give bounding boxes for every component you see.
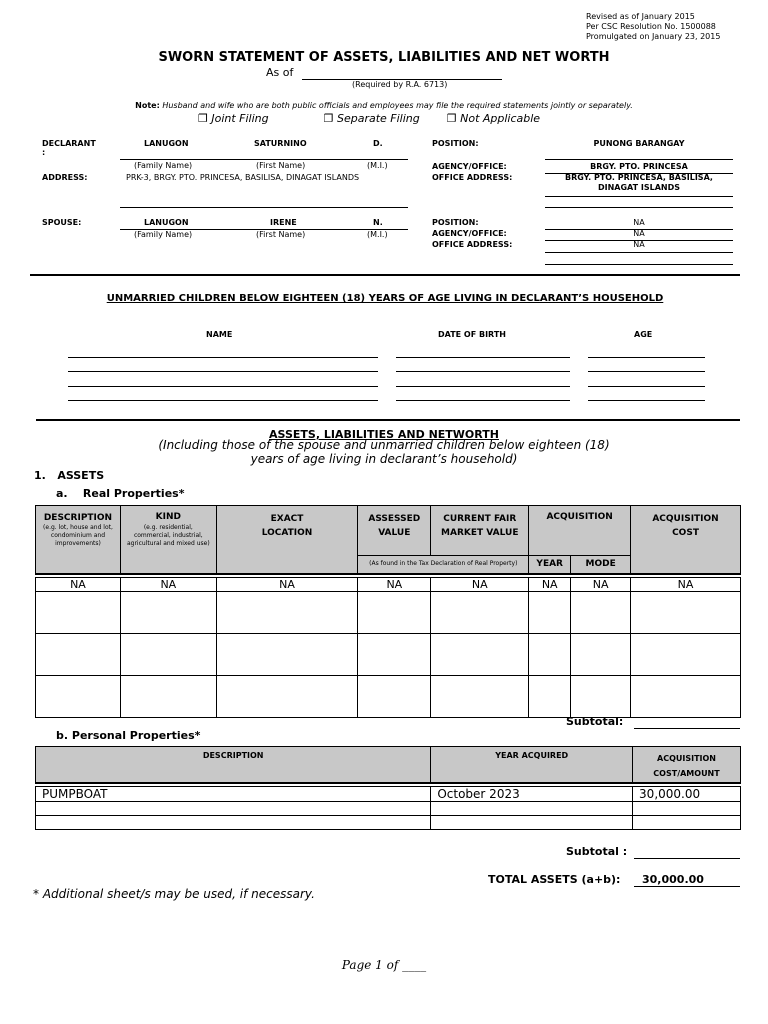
joint-filing-label: Joint Filing [211, 112, 269, 125]
joint-filing-checkbox[interactable]: ❐ [198, 112, 212, 125]
total-assets-label: TOTAL ASSETS (a+b): [488, 873, 621, 886]
table-row [36, 634, 741, 676]
table-cell[interactable] [36, 634, 121, 676]
note-label: Note: [135, 101, 160, 110]
table-cell[interactable] [216, 676, 358, 718]
col-market [431, 506, 529, 556]
spouse-agency-label: AGENCY/OFFICE: [432, 229, 507, 238]
spouse-label: SPOUSE: [42, 218, 82, 227]
assets-label: 1. ASSETS [34, 469, 105, 482]
table-cell[interactable] [120, 676, 216, 718]
table-cell[interactable] [36, 592, 121, 634]
real-properties-label: a. Real Properties* [56, 487, 185, 500]
child-age-line[interactable] [588, 386, 705, 387]
personal-subtotal-line[interactable] [634, 858, 740, 859]
child-dob-line[interactable] [396, 386, 570, 387]
spouse-family-caption: (Family Name) [134, 230, 193, 239]
col-assessed [358, 506, 431, 556]
table-cell[interactable] [431, 816, 633, 830]
spouse-first-caption: (First Name) [256, 230, 306, 239]
spouse-mi[interactable]: N. [373, 218, 383, 227]
table-row [36, 802, 741, 816]
table-cell[interactable] [431, 634, 529, 676]
personal-subtotal-label: Subtotal : [566, 845, 628, 858]
address-label: ADDRESS: [42, 173, 88, 182]
table-cell[interactable]: NA [216, 578, 358, 592]
col-acquisition [529, 506, 631, 556]
children-col-name: NAME [206, 330, 233, 339]
position-line [545, 159, 733, 160]
declarant-first-name[interactable]: SATURNINO [254, 139, 307, 148]
declarant-position[interactable]: PUNONG BARANGAY [593, 139, 685, 148]
table-cell[interactable] [358, 676, 431, 718]
table-cell[interactable] [36, 816, 431, 830]
child-dob-line[interactable] [396, 371, 570, 372]
assets-subheading: (Including those of the spouse and unmarried children below eighteen (18) years of age living in declarant’s household) [158, 438, 610, 466]
child-dob-line[interactable] [396, 357, 570, 358]
declarant-address[interactable]: PRK-3, BRGY. PTO. PRINCESA, BASILISA, DINAGAT ISLANDS [126, 173, 360, 182]
section-divider [30, 274, 740, 276]
col-year-acquired: YEAR ACQUIRED [431, 747, 633, 783]
filing-options [198, 112, 540, 125]
children-heading: UNMARRIED CHILDREN BELOW EIGHTEEN (18) YEARS OF AGE LIVING IN DECLARANT’S HOUSEHOLD [106, 293, 664, 304]
spouse-office-label: OFFICE ADDRESS: [432, 240, 513, 249]
additional-sheet-note: * Additional sheet/s may be used, if necessary. [33, 887, 315, 901]
tax-declaration-note: (As found in the Tax Declaration of Real Property) [358, 556, 529, 574]
children-col-age: AGE [634, 330, 653, 339]
revision-line: Promulgated on January 23, 2015 [586, 32, 721, 41]
spouse-first-name[interactable]: IRENE [270, 218, 297, 227]
col-description [36, 506, 121, 574]
total-assets-value[interactable]: 30,000.00 [642, 873, 704, 886]
real-properties-table [35, 505, 741, 718]
table-cell[interactable]: NA [431, 578, 529, 592]
revision-info [586, 12, 720, 42]
table-cell[interactable] [529, 592, 571, 634]
child-age-line[interactable] [588, 371, 705, 372]
office-address-label: OFFICE ADDRESS: [432, 173, 513, 182]
declarant-mi[interactable]: D. [373, 139, 383, 148]
spouse-family-name[interactable]: LANUGON [144, 218, 189, 227]
table-cell[interactable] [529, 634, 571, 676]
table-cell[interactable] [571, 676, 631, 718]
child-dob-line[interactable] [396, 400, 570, 401]
declarant-agency[interactable]: BRGY. PTO. PRINCESA [590, 162, 688, 171]
table-cell[interactable] [631, 592, 741, 634]
family-name-caption: (Family Name) [134, 161, 193, 170]
table-cell[interactable] [358, 592, 431, 634]
table-cell[interactable] [571, 592, 631, 634]
table-cell[interactable] [631, 634, 741, 676]
col-kind [120, 506, 216, 574]
table-cell[interactable]: PUMPBOAT [36, 787, 431, 802]
spouse-mi-caption: (M.I.) [367, 230, 388, 239]
col-personal-description: DESCRIPTION [36, 747, 431, 783]
assets-heading: ASSETS, LIABILITIES AND NETWORTH [269, 428, 499, 441]
not-applicable-label: Not Applicable [460, 112, 541, 125]
revision-line: Per CSC Resolution No. 1500088 [586, 22, 716, 31]
table-cell[interactable] [571, 634, 631, 676]
table-cell[interactable] [431, 676, 529, 718]
table-cell[interactable] [120, 592, 216, 634]
col-assessed-title: ASSESSED VALUE [368, 514, 421, 538]
mi-caption: (M.I.) [367, 161, 388, 170]
col-cost [631, 506, 741, 574]
table-cell[interactable] [36, 676, 121, 718]
table-cell[interactable]: NA [358, 578, 431, 592]
separate-filing-label: Separate Filing [336, 112, 420, 125]
child-age-line[interactable] [588, 357, 705, 358]
declarant-name-line [120, 159, 408, 160]
table-cell[interactable] [529, 676, 571, 718]
table-cell[interactable] [633, 816, 741, 830]
page-title: SWORN STATEMENT OF ASSETS, LIABILITIES AND NET WORTH [158, 50, 610, 65]
personal-properties-label: b. Personal Properties* [56, 729, 201, 742]
table-cell[interactable] [216, 634, 358, 676]
note [0, 101, 768, 110]
table-cell[interactable]: NA [631, 578, 741, 592]
table-cell[interactable] [358, 634, 431, 676]
col-location-title: EXACT LOCATION [261, 514, 313, 538]
real-subtotal-line[interactable] [634, 728, 740, 729]
table-cell[interactable]: NA [571, 578, 631, 592]
spouse-office-line-1 [545, 252, 733, 253]
declarant-label: DECLARANT : [42, 139, 96, 157]
col-market-title: CURRENT FAIR MARKET VALUE [441, 514, 519, 538]
page-number: Page 1 of ____ [341, 958, 427, 972]
first-name-caption: (First Name) [256, 161, 306, 170]
agency-label: AGENCY/OFFICE: [432, 162, 507, 171]
note-text: Husband and wife who are both public officials and employees may file the required statements jointly or separately. [162, 101, 633, 110]
table-row [36, 676, 741, 718]
office-line-2 [545, 207, 733, 208]
office-line-1 [545, 196, 733, 197]
child-name-line[interactable] [68, 400, 378, 401]
table-row [36, 578, 741, 592]
table-row [36, 592, 741, 634]
table-cell[interactable] [633, 802, 741, 816]
child-name-line[interactable] [68, 371, 378, 372]
table-row [36, 816, 741, 830]
position-label: POSITION: [432, 139, 479, 148]
table-cell[interactable]: NA [529, 578, 571, 592]
section-divider [36, 419, 740, 421]
table-cell[interactable] [216, 592, 358, 634]
col-cost-title: ACQUISITION COST [652, 514, 719, 538]
table-cell[interactable]: October 2023 [431, 787, 633, 802]
not-applicable-checkbox[interactable]: ❐ [446, 112, 461, 125]
real-subtotal-label: Subtotal: [566, 715, 624, 728]
col-year: YEAR [529, 556, 571, 574]
col-description-title: DESCRIPTION [43, 513, 113, 523]
col-kind-title: KIND [155, 512, 181, 522]
spouse-position-label: POSITION: [432, 218, 479, 227]
separate-filing-checkbox[interactable]: ❐ [323, 112, 337, 125]
child-name-line[interactable] [68, 357, 378, 358]
col-mode: MODE [571, 556, 631, 574]
table-cell[interactable]: NA [120, 578, 216, 592]
declarant-office-address[interactable]: BRGY. PTO. PRINCESA, BASILISA, DINAGAT ISLANDS [565, 173, 713, 192]
declarant-family-name[interactable]: LANUGON [144, 139, 189, 148]
col-acquisition-title: ACQUISITION [546, 512, 613, 522]
address-line [120, 207, 408, 208]
table-cell[interactable]: 30,000.00 [633, 787, 741, 802]
col-acquisition-amount [633, 747, 741, 783]
spouse-agency[interactable]: NA [633, 229, 645, 238]
table-cell[interactable]: NA [36, 578, 121, 592]
table-cell[interactable] [36, 802, 431, 816]
total-assets-line [634, 886, 740, 887]
child-name-line[interactable] [68, 386, 378, 387]
table-row [36, 787, 741, 802]
child-age-line[interactable] [588, 400, 705, 401]
col-kind-note: (e.g. residential, commercial, industrial, agricultural and mixed use) [126, 524, 210, 547]
children-col-dob: DATE OF BIRTH [438, 330, 506, 339]
table-cell[interactable] [431, 802, 633, 816]
spouse-office-address[interactable]: NA [633, 240, 645, 249]
col-acquisition-amount-title: ACQUISITION COST/AMOUNT [653, 754, 720, 778]
spouse-office-line-2 [545, 264, 733, 265]
table-cell[interactable] [431, 592, 529, 634]
table-cell[interactable] [631, 676, 741, 718]
personal-properties-table [35, 746, 741, 830]
required-by: (Required by R.A. 6713) [352, 80, 448, 89]
table-cell[interactable] [120, 634, 216, 676]
as-of-label: As of [266, 66, 294, 79]
col-description-note: (e.g. lot, house and lot, condominium and improvements) [43, 524, 113, 547]
col-location [216, 506, 358, 574]
revision-line: Revised as of January 2015 [586, 12, 695, 21]
spouse-position[interactable]: NA [633, 218, 645, 227]
